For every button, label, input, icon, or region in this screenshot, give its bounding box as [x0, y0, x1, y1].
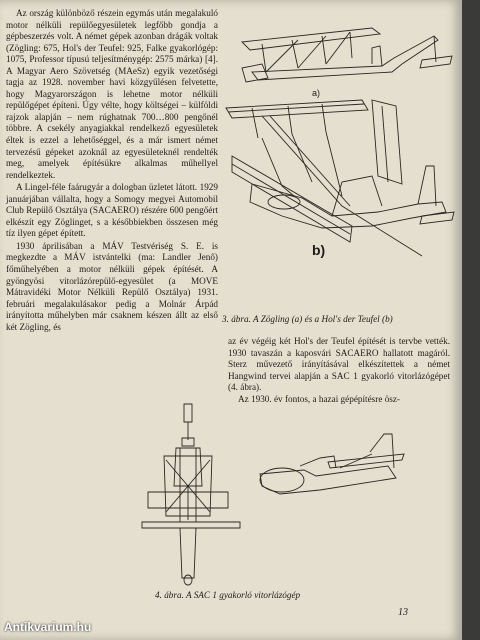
paragraph-mav-workshop: 1930 áprilisában a MÁV Testvériség S. E. is megkezdte a MÁV istvántelki (ma: Landler Jenő) főműhelyében a motor nélküli gépek építését. A gyöngyösi vitorlázórepülő-egyesület (a MOVE Mátravidéki Motor Nélküli Repülő Osztálya) 1931. februári megalakulásakor pedig a Molnár Árpád irányította műhelyben már csaknem készen állt az első két Zögling, és	[6, 240, 218, 332]
figure-3-glider-drawings	[222, 6, 458, 306]
right-text-column	[228, 336, 450, 405]
figure-4-caption: 4. ábra. A SAC 1 gyakorló vitorlázógép	[155, 590, 301, 600]
watermark-logo: Antikvarium.hu	[4, 620, 92, 634]
page-number: 13	[398, 607, 408, 618]
left-text-column	[6, 8, 218, 333]
paragraph-sacaero: az év végéig két Hol's der Teufel építését is tervbe vették. 1930 tavaszán a kaposvári SACAERO hallatott magáról. Sterz művezető irányításával elkészítettek a német Hangwind tervei alapján a SAC 1 gyakorló vitorlázógépet (4. ábra).	[228, 336, 450, 393]
hols-der-teufel-drawing	[226, 100, 454, 256]
paragraph-1930-year: Az 1930. év fontos, a hazai gépépítésre ösz-	[238, 393, 400, 404]
figure-3-caption: 3. ábra. A Zögling (a) és a Hol's der Teufel (b)	[222, 314, 393, 324]
figure-3-label-b: b)	[312, 242, 326, 258]
figure-4-sac1-drawings	[140, 400, 440, 590]
paragraph-lingel-factory: A Lingel-féle faárugyár a dologban üzletet látott. 1929 januárjában vállalta, hogy a Somogy megyei Automobil Club Repülő Osztálya (SACAERO) részére 600 pengőért elkészít egy Zöglinget, s a későbbiekben összesen még tíz ilyen gépet épített.	[6, 182, 218, 239]
sac1-side-view	[260, 434, 404, 494]
paragraph-glider-procurement: Az ország különböző részein egymás után megalakuló motor nélküli repülőegyesületek legfőbb gondja a gépbeszerzés volt. A német gépek azonban drágák voltak (Zögling: 675, Hol's der Teufel: 925, Falke gyakorlógép: 1075, Professor típusú teljesítménygép: 2575 márka) [4]. A Magyar Aero Szövetség (MAeSz) egyik vezetőségi tagja az 1928. november havi közgyűlésen felvetette, hogy Magyarországon is lehetne motor nélküli repülőgépet építeni. Úgy vélte, hogy költségei – külföldi rajzok alapján – nem rúghatnak 700…800 pengőnél többre. A csekély anyagiakkal rendelkező egyesületek éltek is ezzel a lehetőséggel, és a már ismert német tervezésű gépeket azoknál az egyesületeknél rendelték meg, amelyek építésükre alkalmas műhellyel rendelkeztek.	[6, 8, 218, 180]
figure-3-label-a: a)	[312, 88, 321, 98]
sac1-top-view	[148, 404, 228, 520]
sac1-front-view	[142, 448, 240, 585]
zogling-drawing	[242, 28, 452, 82]
